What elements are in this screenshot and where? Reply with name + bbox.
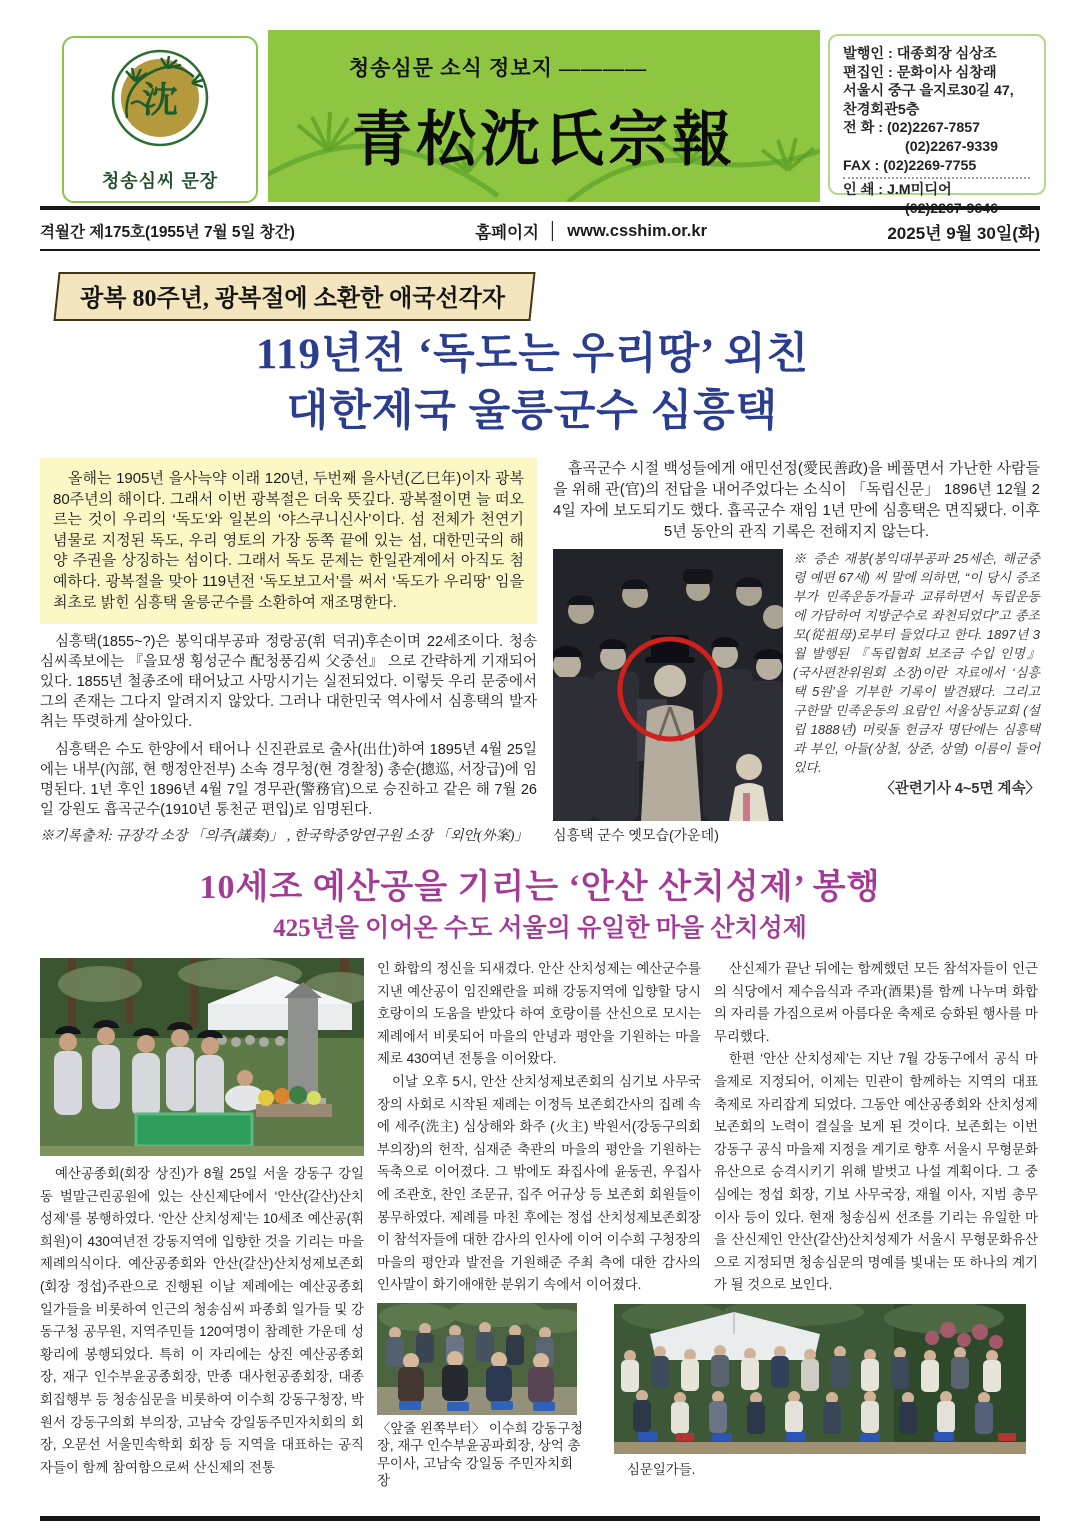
- photo-caption: 심흥택 군수 옛모습(가운데): [553, 827, 719, 843]
- newspaper-title: 青松沈氏宗報: [352, 107, 736, 173]
- article-dokdo: [40, 262, 1040, 862]
- photo-shim-heungtaek: [553, 549, 783, 821]
- photo-officials-seated: [377, 1303, 577, 1415]
- column2-paragraph-1: 인 화합의 정신을 되새겼다. 안산 산치성제는 예산군수를 지낸 예산공이 임진왜란을 피해 강동지역에 입향할 당시 호랑이의 도움을 받았다 하여 호랑이를 산신으로 모시는 제례에서 비롯되어 마을의 안녕과 평안을 기원하는 마을제로 430여년 전통을 이어왔다.: [377, 961, 701, 1067]
- lead-paragraph: 올해는 1905년 을사늑약 이래 120년, 두번째 을사년(乙巳年)이자 광복 80주년의 해이다. 그래서 이번 광복절은 더욱 뜻깊다. 광복절이면 늘 떠오르는 것이 우리의 ‘독도’와 일본의 ‘야스쿠니신사’이다. 섬 전체가 천연기념물로 지정된 독도, 우리 영토의 가장 동쪽 끝에 있는 섬, 대한민국의 해양 주권을 상징하는 섬이다. 그래서 독도 문제는 한일관계에서 아직도 첨예하다. 광복절을 맞아 119년전 ‘독도보고서’를 써서 ‘독도가 우리땅’ 임을 최초로 밝힌 심흥택 울릉군수를 소환하여 재조명한다.: [53, 470, 524, 611]
- column2-paragraph-2: 이날 오후 5시, 안산 산치성제보존회의 심기보 사무국장의 사회로 시작된 제례는 이정득 보존회간사의 집례 속에 세주(洗主) 심상해와 화주 (火主) 박원서(강동구의회 부의장)의 헌작, 심재준 축관의 마을의 평안을 기원하는 독축으로 이어졌다. 그 밖에도 좌집사에 윤동권, 우집사에 조관호, 찬인 조문규, 집주 어규상 등 보존회 회원들이 봉무하였다. 제례를 마친 후에는 정섭 산치성제보존회장이 참석자들에 대한 감사의 인사에 이어 이수희 구청장의 마을의 평안과 발전을 기원해준 주최 측에 대한 감사의 인사말이 화기애애한 분위기 속에서 이어졌다.: [377, 1073, 701, 1293]
- fax-line: FAX : (02)2269-7755: [843, 157, 977, 174]
- address-line-1: 서울시 중구 을지로30길 47,: [843, 83, 1014, 100]
- svg-text:沈: 沈: [141, 80, 179, 120]
- clan-emblem-box: [62, 36, 258, 203]
- page-bottom-rule: [40, 1516, 1040, 1521]
- vertical-divider: │: [547, 221, 559, 240]
- photo-and-note-row: [553, 549, 1040, 845]
- article1-columns: [40, 458, 1040, 845]
- article2-column-1: [40, 958, 364, 1490]
- group-photo-block: [614, 1304, 1026, 1482]
- dateline-rule: [40, 249, 1040, 251]
- lead-paragraph-box: [40, 458, 537, 624]
- print-line: 인 쇄 : J.M미디어: [843, 182, 952, 199]
- article1-left-column: [40, 458, 537, 845]
- body-paragraph-1: 심흥택(1855~?)은 봉익대부공파 정랑공(휘 덕귀)후손이며 22세조이다. 청송심씨족보에는 『을묘생 횡성군수 配청풍김씨 父중선』 으로 간략하게 기재되어 있다. 1855년 철종조에 태어났고 사망시기는 실전되었다. 이렇듯 우리 문중에서 그의 존재는 그다지 알려지지 않았다. 그러나 대한민국 역사에서 심흥택의 발자취는 뚜렷하게 살아있다.: [40, 634, 537, 731]
- phone-line-1: 전 화 : (02)2267-7857: [843, 120, 981, 137]
- column1-text: 예산공종회(회장 상진)가 8월 25일 서울 강동구 강일동 벌말근린공원에 있는 산신제단에서 ‘안산(갈산)산치성제’를 봉행하였다. ‘안산 산치성제’는 10세조 예산공(휘 희원)이 430여년전 강동지역에 입향한 것을 기리는 마을 제례의식이다. 예산공종회와 안산(갈산)산치성제보존회(회장 정섭)주관으로 진행된 이날 제례에는 예산공종회 일가들을 비롯하여 인근의 청송심씨 파종회 일가들 및 강동구청 공무원, 지역주민들 120여명이 참례한 가운데 성황리에 봉행되었다. 특히 이 자리에는 상진 예산공종회장, 재구 인수부윤공종회장, 만종 대사헌공종회장, 대종회집행부 등 청송심문을 비롯하여 이수희 강동구청장, 박원서 강동구의회 부의장, 고남숙 강일동주민자치회의 회장, 오문선 서울민속학회 회장 등 지역을 대표하는 공직자들이 함께 참여함으로써 산신제의 전통: [40, 1166, 364, 1475]
- kicker-badge: [53, 272, 535, 321]
- article-sanchiseongje: [40, 868, 1040, 1490]
- headline-line-1: 119년전 ‘독도는 우리땅’ 외친: [255, 331, 810, 378]
- homepage-label: 홈페이지: [475, 224, 539, 242]
- article1-right-column: [553, 458, 1040, 845]
- photo2-caption: 심문일가들.: [627, 1461, 696, 1477]
- column3-paragraph-1: 산신제가 끝난 뒤에는 함께했던 모든 참석자들이 인근의 식당에서 제수음식과 주과(酒果)를 함께 나누며 화합의 자리를 가짐으로써 아름다운 축제로 승화된 행사를 마무리했다.: [714, 961, 1038, 1044]
- clan-emblem-caption: 청송심씨 문장: [101, 171, 219, 191]
- source-note: ※기록출처: 규장각 소장 「의주(議奏)」 , 한국학중앙연구원 소장 「외안(外案)」: [40, 829, 529, 845]
- dotted-divider: [843, 177, 1030, 179]
- dateline-bar: [40, 215, 1040, 247]
- body-paragraph-2: 심흥택은 수도 한양에서 태어나 신진관료로 출사(出仕)하여 1895년 4월 25일에는 내부(內部, 현 행정안전부) 소속 경무청(현 경찰청) 총순(摠巡, 서장급)에 임명된다. 1년 후인 1896년 4월 7일 경무관(警務官)으로 승진하고 같은 해 7월 26일 강원도 흡곡군수(1910년 통천군 편입)로 임명된다.: [40, 742, 537, 819]
- descendant-note: [793, 549, 1040, 845]
- masthead-banner: [268, 30, 820, 202]
- column3-paragraph-2: 한편 ‘안산 산치성제’는 지난 7월 강동구에서 공식 마을제로 지정되어, 이제는 민관이 함께하는 지역의 대표 축제로 자리잡게 되었다. 그동안 예산공종회와 산치성제보존회의 노력이 결실을 보게 된 것이다. 보존회는 이번 강동구 공식 마을제 지정을 계기로 향후 서울시 무형문화유산으로 승격시키기 위해 발벗고 나설 계획이다. 그 중심에는 정섭 회장, 기보 사무국장, 재월 이사, 지범 총무이사 등이 있다. 현재 청송심씨 선조를 기리는 유일한 마을 산신제인 안산(갈산)산치성제가 서울시 무형문화유산으로 지정되면 청송심문의 명예를 빛내는 또 하나의 계기가 될 것으로 보인다.: [714, 1051, 1038, 1293]
- photo-ritual-ceremony: [40, 958, 364, 1156]
- masthead-rule: [40, 206, 1040, 210]
- clan-emblem-icon: [105, 46, 215, 156]
- address-line-2: 찬경회관5층: [843, 101, 920, 118]
- homepage-group: [475, 219, 707, 243]
- article1-headline: [40, 326, 1025, 440]
- publication-date: 2025년 9월 30일(화): [887, 223, 1040, 243]
- article2-column-3: [627, 958, 1038, 1490]
- publisher-info-box: [828, 34, 1046, 199]
- article2-headline: 10세조 예산공을 기리는 ‘안산 산치성제’ 봉행: [199, 869, 881, 906]
- article2-columns: [40, 958, 1040, 1490]
- editor-line: 편집인 : 문화이사 심창래: [843, 64, 997, 81]
- headline-line-2: 대한제국 울릉군수 심흥택: [286, 388, 779, 435]
- article2-subheadline: 425년을 이어온 수도 서울의 유일한 마을 산치성제: [273, 915, 807, 942]
- phone-line-2: (02)2267-9339: [905, 138, 999, 155]
- publisher-line: 발행인 : 대종회장 심상조: [843, 46, 997, 62]
- issue-number: 격월간 제175호(1955년 7월 5일 창간): [40, 224, 295, 241]
- kicker-text: 광복 80주년, 광복절에 소환한 애국선각자: [80, 286, 506, 312]
- right-intro-paragraph: 흡곡군수 시절 백성들에게 애민선정(愛民善政)을 베풀면서 가난한 사람들을 위해 관(官)의 전답을 내어주었다는 소식이 「독립신문」 1896년 12월 24일 자에 보도되기도 했다. 흡곡군수 재임 1년 만에 심흥택은 면직됐다. 이후 5년 동안의 관직 기록은 전해지지 않는다.: [553, 460, 1040, 540]
- historical-photo-block: [553, 549, 783, 845]
- photo1-caption: 〈앞줄 왼쪽부터〉 이수희 강동구청장, 재구 인수부윤공파회장, 상억 총무이사, 고남숙 강일동 주민자치회장: [377, 1420, 584, 1489]
- descendant-note-text: ※ 증손 재봉(봉익대부공파 25세손, 해군중령 예편 67세) 씨 말에 의하면, “이 당시 증조부가 민족운동가들과 교류하면서 독립운동에 가담하여 지방군수로 좌천되었다”고 종조모(從祖母)로부터 들었다고 한다. 1897년 3월 발행된 『독립협회 보조금 수입 인명』 (국사편찬위원회 소장)이란 자료에서 ‘심흥택 5원’을 기부한 기록이 발견됐다. 그리고 구한말 민족운동의 요람인 서울상동교회 (설립 1888년) 머릿돌 헌금자 명단에는 심흥택과 부인, 아들(상철, 상준, 상열) 이름이 들어있다.: [793, 551, 1040, 775]
- banner-tagline: 청송심문 소식 정보지 ————: [348, 56, 648, 80]
- photo-clan-group: [614, 1304, 1026, 1454]
- homepage-url: www.csshim.or.kr: [567, 221, 707, 240]
- continuation-marker: 〈관련기사 4~5면 계속〉: [880, 781, 1040, 797]
